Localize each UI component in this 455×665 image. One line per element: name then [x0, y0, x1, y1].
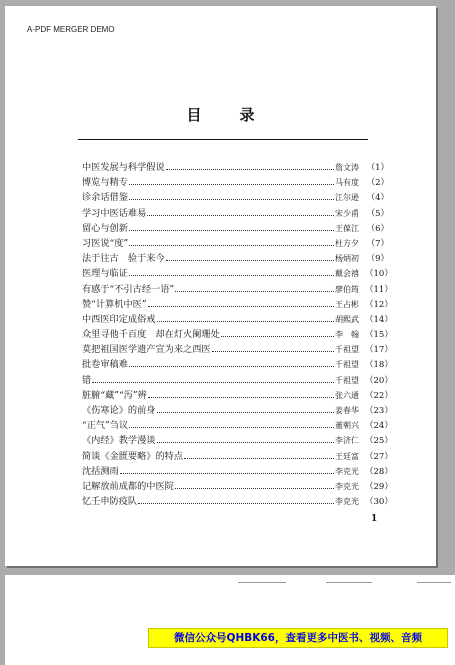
toc-entry-title: “正气”刍议 — [82, 420, 129, 432]
toc-entry-page: （27） — [365, 451, 393, 462]
toc-entry-page: （5） — [366, 208, 389, 219]
toc-entry-author: 董朝兴 — [335, 421, 359, 431]
toc-entry-author: 千祖望 — [335, 375, 359, 385]
toc-entry-page: （25） — [365, 436, 393, 447]
toc-entry-page: （20） — [365, 375, 393, 386]
toc-leader-dots — [120, 467, 334, 474]
toc-entry — [82, 478, 393, 493]
toc-entry-title: 赞“计算机中医” — [82, 298, 147, 310]
next-page — [5, 575, 455, 665]
toc-entry-author: 戴会禧 — [335, 269, 359, 279]
toc-entry-title: 简谈《金匮要略》的特点 — [82, 450, 184, 462]
toc-entry — [82, 235, 389, 250]
toc-entry-title: 记解放前成都的中医院 — [82, 480, 174, 492]
toc-entry-author: 王葆江 — [335, 223, 359, 233]
toc-entry-title: 有感于“不引古经一语” — [82, 283, 175, 295]
toc-entry — [82, 174, 389, 189]
toc-entry-author: 王占彬 — [335, 299, 359, 309]
toc-leader-dots — [129, 422, 334, 429]
toc-entry-page: （11） — [365, 284, 393, 295]
toc-entry — [82, 205, 389, 220]
toc-entry-title: 中西医印定成俗戒 — [82, 313, 156, 325]
toc-entry-page: （2） — [366, 178, 389, 189]
page-rule — [417, 582, 451, 583]
toc-entry — [82, 493, 393, 508]
toc-entry — [82, 402, 393, 417]
toc-entry — [82, 372, 393, 387]
toc-entry-author: 宋少甫 — [335, 208, 359, 218]
toc-entry-author: 胡熙武 — [335, 314, 359, 324]
toc-entry-author: 廖伯筠 — [335, 284, 359, 294]
toc-entry-author: 江尔逊 — [335, 193, 359, 203]
toc-title: 目录 — [186, 106, 293, 124]
toc-entry-author: 张六通 — [335, 390, 359, 400]
toc-entry — [82, 326, 393, 341]
toc-leader-dots — [147, 209, 334, 216]
toc-entry-author: 李克光 — [335, 466, 359, 476]
toc-leader-dots — [166, 255, 334, 262]
toc-entry — [82, 265, 393, 280]
toc-entry-page: （12） — [365, 299, 393, 310]
toc-entry-page: （7） — [366, 238, 389, 249]
wechat-banner: 微信公众号QHBK66，查看更多中医书、视频、音频 — [148, 628, 448, 648]
demo-watermark: A-PDF MERGER DEMO — [27, 25, 115, 34]
toc-entry-page: （23） — [365, 406, 393, 416]
toc-entry-page: （30） — [365, 497, 393, 508]
toc-entry-author: 李济仁 — [335, 436, 359, 446]
toc-entry-page: （22） — [365, 390, 393, 401]
toc-entry — [82, 220, 389, 235]
toc-leader-dots — [129, 194, 334, 201]
toc-leader-dots — [129, 361, 334, 368]
toc-leader-dots — [221, 331, 334, 338]
toc-entry — [82, 189, 389, 204]
toc-entry — [82, 387, 393, 402]
toc-entry-author: 杨炳初 — [335, 254, 359, 264]
toc-entry-page: （9） — [366, 254, 389, 265]
toc-leader-dots — [184, 452, 334, 459]
toc-leader-dots — [166, 163, 334, 170]
toc-leader-dots — [157, 315, 335, 322]
toc-entry — [82, 448, 393, 463]
toc-entry-title: 众里寻他千百度 却在灯火阑珊处 — [82, 329, 220, 341]
toc-entry — [82, 296, 393, 311]
toc-entry-title: 博览与精专 — [82, 177, 128, 189]
toc-entry-author: 詹文涛 — [335, 163, 359, 172]
toc-entry-page: （17） — [365, 345, 393, 356]
toc-entry-title: 沈括测雨 — [82, 465, 119, 477]
page-number: 1 — [371, 514, 378, 524]
document-page — [5, 6, 436, 566]
toc-leader-dots — [92, 376, 334, 383]
toc-entry-author: 王廷富 — [335, 451, 359, 461]
toc-entry-author: 姜春华 — [335, 406, 359, 415]
toc-entry-author: 千祖望 — [335, 345, 359, 355]
toc-leader-dots — [148, 300, 334, 307]
toc-entry — [82, 311, 393, 326]
toc-entry-page: （6） — [366, 223, 389, 234]
toc-entry — [82, 250, 389, 265]
toc-divider — [78, 139, 368, 140]
toc-leader-dots — [129, 270, 334, 277]
page-rule — [238, 582, 286, 583]
toc-entry-page: （4） — [366, 193, 389, 204]
toc-leader-dots — [129, 224, 334, 231]
toc-entry-author: 李克光 — [335, 497, 359, 507]
toc-leader-dots — [157, 406, 335, 413]
page-rule — [326, 582, 372, 583]
toc-entry-title: 忆壬申防疫队 — [82, 496, 138, 508]
toc-entry — [82, 356, 393, 371]
toc-leader-dots — [129, 179, 334, 186]
toc-entry-page: （10） — [365, 269, 393, 280]
toc-entry-title: 诊余话借鉴 — [82, 192, 128, 204]
toc-entry — [82, 463, 393, 478]
toc-entry-page: （1） — [366, 163, 389, 173]
toc-entry-author: 李克光 — [335, 481, 359, 491]
toc-entry — [82, 417, 393, 432]
toc-entry-title: 中医发展与科学假说 — [82, 162, 165, 173]
toc-entry-title: 错 — [82, 374, 92, 386]
toc-entry-title: 法于往古 验于来今 — [82, 253, 165, 265]
toc-entry-page: （29） — [365, 481, 393, 492]
toc-entry-title: 批卷审稿难 — [82, 359, 128, 371]
toc-leader-dots — [175, 482, 334, 489]
toc-leader-dots — [138, 498, 334, 505]
toc-entry-title: 留心与创新 — [82, 222, 128, 234]
toc-entry — [82, 159, 389, 174]
toc-entry — [82, 341, 393, 356]
toc-leader-dots — [129, 239, 334, 246]
toc-entry-title: 脏腑“藏”“泻”辨 — [82, 389, 147, 401]
toc-entry-author: 马有度 — [335, 178, 359, 188]
toc-entry-title: 莫把祖国医学遗产宣为来之西医 — [82, 344, 211, 356]
toc-entry-page: （28） — [365, 466, 393, 477]
toc-entry-page: （14） — [365, 314, 393, 325]
toc-entry — [82, 432, 393, 447]
toc-entry-title: 医理与临证 — [82, 268, 128, 280]
toc-entry-author: 杜方夕 — [335, 238, 359, 248]
toc-entry-author: 李 翰 — [335, 330, 359, 340]
toc-entry-page: （24） — [365, 421, 393, 432]
toc-entry-title: 习医说“度” — [82, 237, 129, 249]
toc-entry-page: （18） — [365, 360, 393, 371]
toc-entry-page: （15） — [365, 330, 393, 341]
toc-list — [82, 159, 393, 508]
toc-entry-title: 《内经》教学漫谈 — [82, 435, 156, 447]
toc-leader-dots — [175, 285, 334, 292]
toc-entry-title: 《伤寒论》的前身 — [82, 405, 156, 416]
toc-leader-dots — [148, 391, 334, 398]
toc-entry-author: 千祖望 — [335, 360, 359, 370]
toc-leader-dots — [157, 437, 335, 444]
toc-entry — [82, 281, 393, 296]
toc-leader-dots — [212, 346, 334, 353]
toc-entry-title: 学习中医话难易 — [82, 207, 147, 219]
